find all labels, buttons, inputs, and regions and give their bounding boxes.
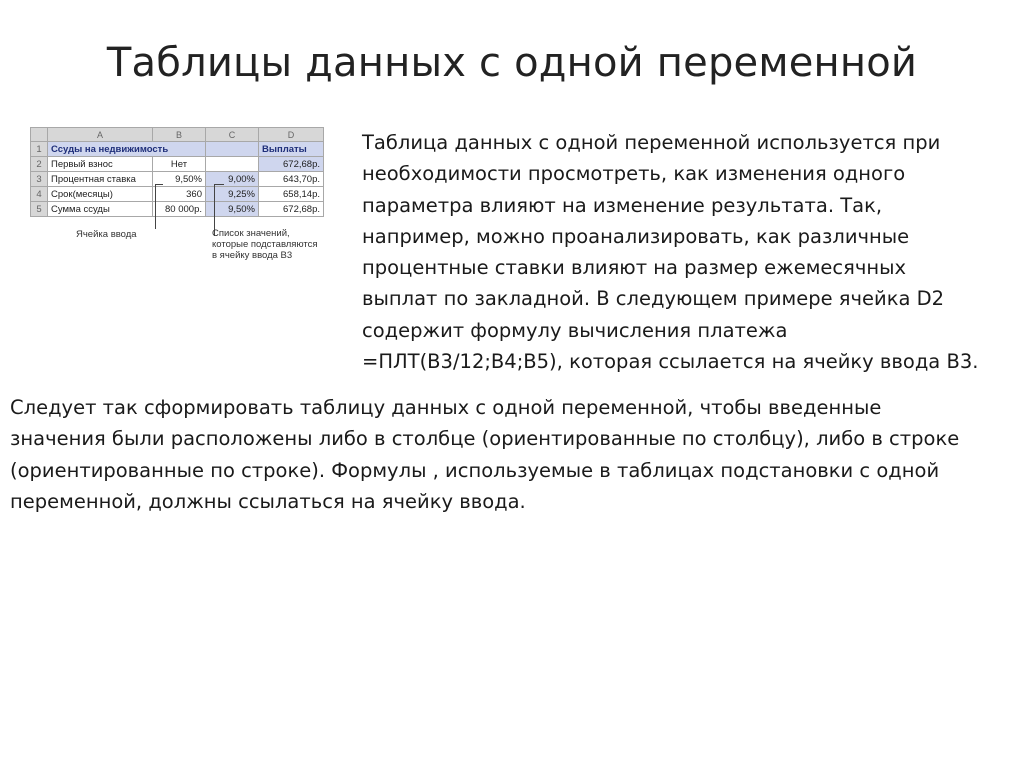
spreadsheet-figure [30, 127, 350, 277]
table-row [31, 187, 324, 202]
paragraph-line: параметра влияют на изменение результата. Так, [362, 193, 883, 217]
table-cell-a1: Ссуды на недвижимость [48, 142, 206, 157]
paragraph-line: необходимости просмотреть, как изменения одного [362, 162, 906, 186]
caption-input-cell: Ячейка ввода [76, 229, 137, 240]
table-row [31, 172, 324, 187]
input-cell-pointer-line [155, 184, 163, 185]
table-cell-c1 [206, 142, 259, 157]
slide-title: Таблицы данных с одной переменной [106, 40, 918, 86]
row-number: 1 [31, 142, 48, 157]
table-cell-a4: Срок(месяцы) [48, 187, 153, 202]
paragraph-line: переменной, должны ссылаться на ячейку ввода. [10, 489, 526, 513]
row-number: 5 [31, 202, 48, 217]
caption-values-line-2: которые подставляются [212, 239, 318, 250]
table-cell-d3: 643,70р. [259, 172, 324, 187]
table-cell-b4: 360 [153, 187, 206, 202]
table-row [31, 202, 324, 217]
values-list-bracket-top [214, 184, 224, 185]
description-paragraph [362, 127, 1012, 377]
table-cell-c4: 9,25% [206, 187, 259, 202]
paragraph-line: Следует так сформировать таблицу данных с одной переменной, чтобы введенные [10, 396, 882, 419]
column-header-d: D [259, 128, 324, 142]
input-cell-connector [155, 184, 156, 229]
paragraph-line: значения были расположены либо в столбце (ориентированные по столбцу), либо в строке [10, 427, 960, 451]
caption-values-list [212, 228, 318, 261]
row-number: 3 [31, 172, 48, 187]
table-cell-a3: Процентная ставка [48, 172, 153, 187]
table-cell-d2: 672,68р. [259, 157, 324, 172]
caption-values-line-1: Список значений, [212, 228, 290, 239]
table-cell-a5: Сумма ссуды [48, 202, 153, 217]
column-header-row [31, 128, 324, 142]
paragraph-line: Таблица данных с одной переменной используется при [362, 131, 941, 154]
table-cell-d5: 672,68р. [259, 202, 324, 217]
spreadsheet-table [30, 127, 324, 217]
column-header-b: B [153, 128, 206, 142]
table-cell-b3: 9,50% [153, 172, 206, 187]
table-cell-b2: Нет [153, 157, 206, 172]
table-row [31, 142, 324, 157]
table-cell-d1: Выплаты [259, 142, 324, 157]
paragraph-line: выплат по закладной. В следующем примере ячейка D2 [362, 287, 945, 311]
column-header-c: C [206, 128, 259, 142]
column-header-a: A [48, 128, 153, 142]
table-row [31, 157, 324, 172]
row-number: 4 [31, 187, 48, 202]
corner-cell [31, 128, 48, 142]
row-number: 2 [31, 157, 48, 172]
table-cell-c3: 9,00% [206, 172, 259, 187]
table-cell-c2 [206, 157, 259, 172]
table-cell-d4: 658,14р. [259, 187, 324, 202]
paragraph-line: например, можно проанализировать, как различные [362, 224, 910, 248]
paragraph-line: (ориентированные по строке). Формулы , используемые в таблицах подстановки с одной [10, 458, 940, 482]
table-cell-a2: Первый взнос [48, 157, 153, 172]
paragraph-line: =ПЛТ(B3/12;B4;B5), которая ссылается на ячейку ввода B3. [362, 350, 979, 374]
table-cell-b5: 80 000р. [153, 202, 206, 217]
table-cell-c5: 9,50% [206, 202, 259, 217]
instruction-paragraph [10, 392, 1015, 517]
caption-values-line-3: в ячейку ввода B3 [212, 250, 293, 261]
paragraph-line: содержит формулу вычисления платежа [362, 318, 788, 342]
paragraph-line: процентные ставки влияют на размер ежемесячных [362, 256, 907, 280]
